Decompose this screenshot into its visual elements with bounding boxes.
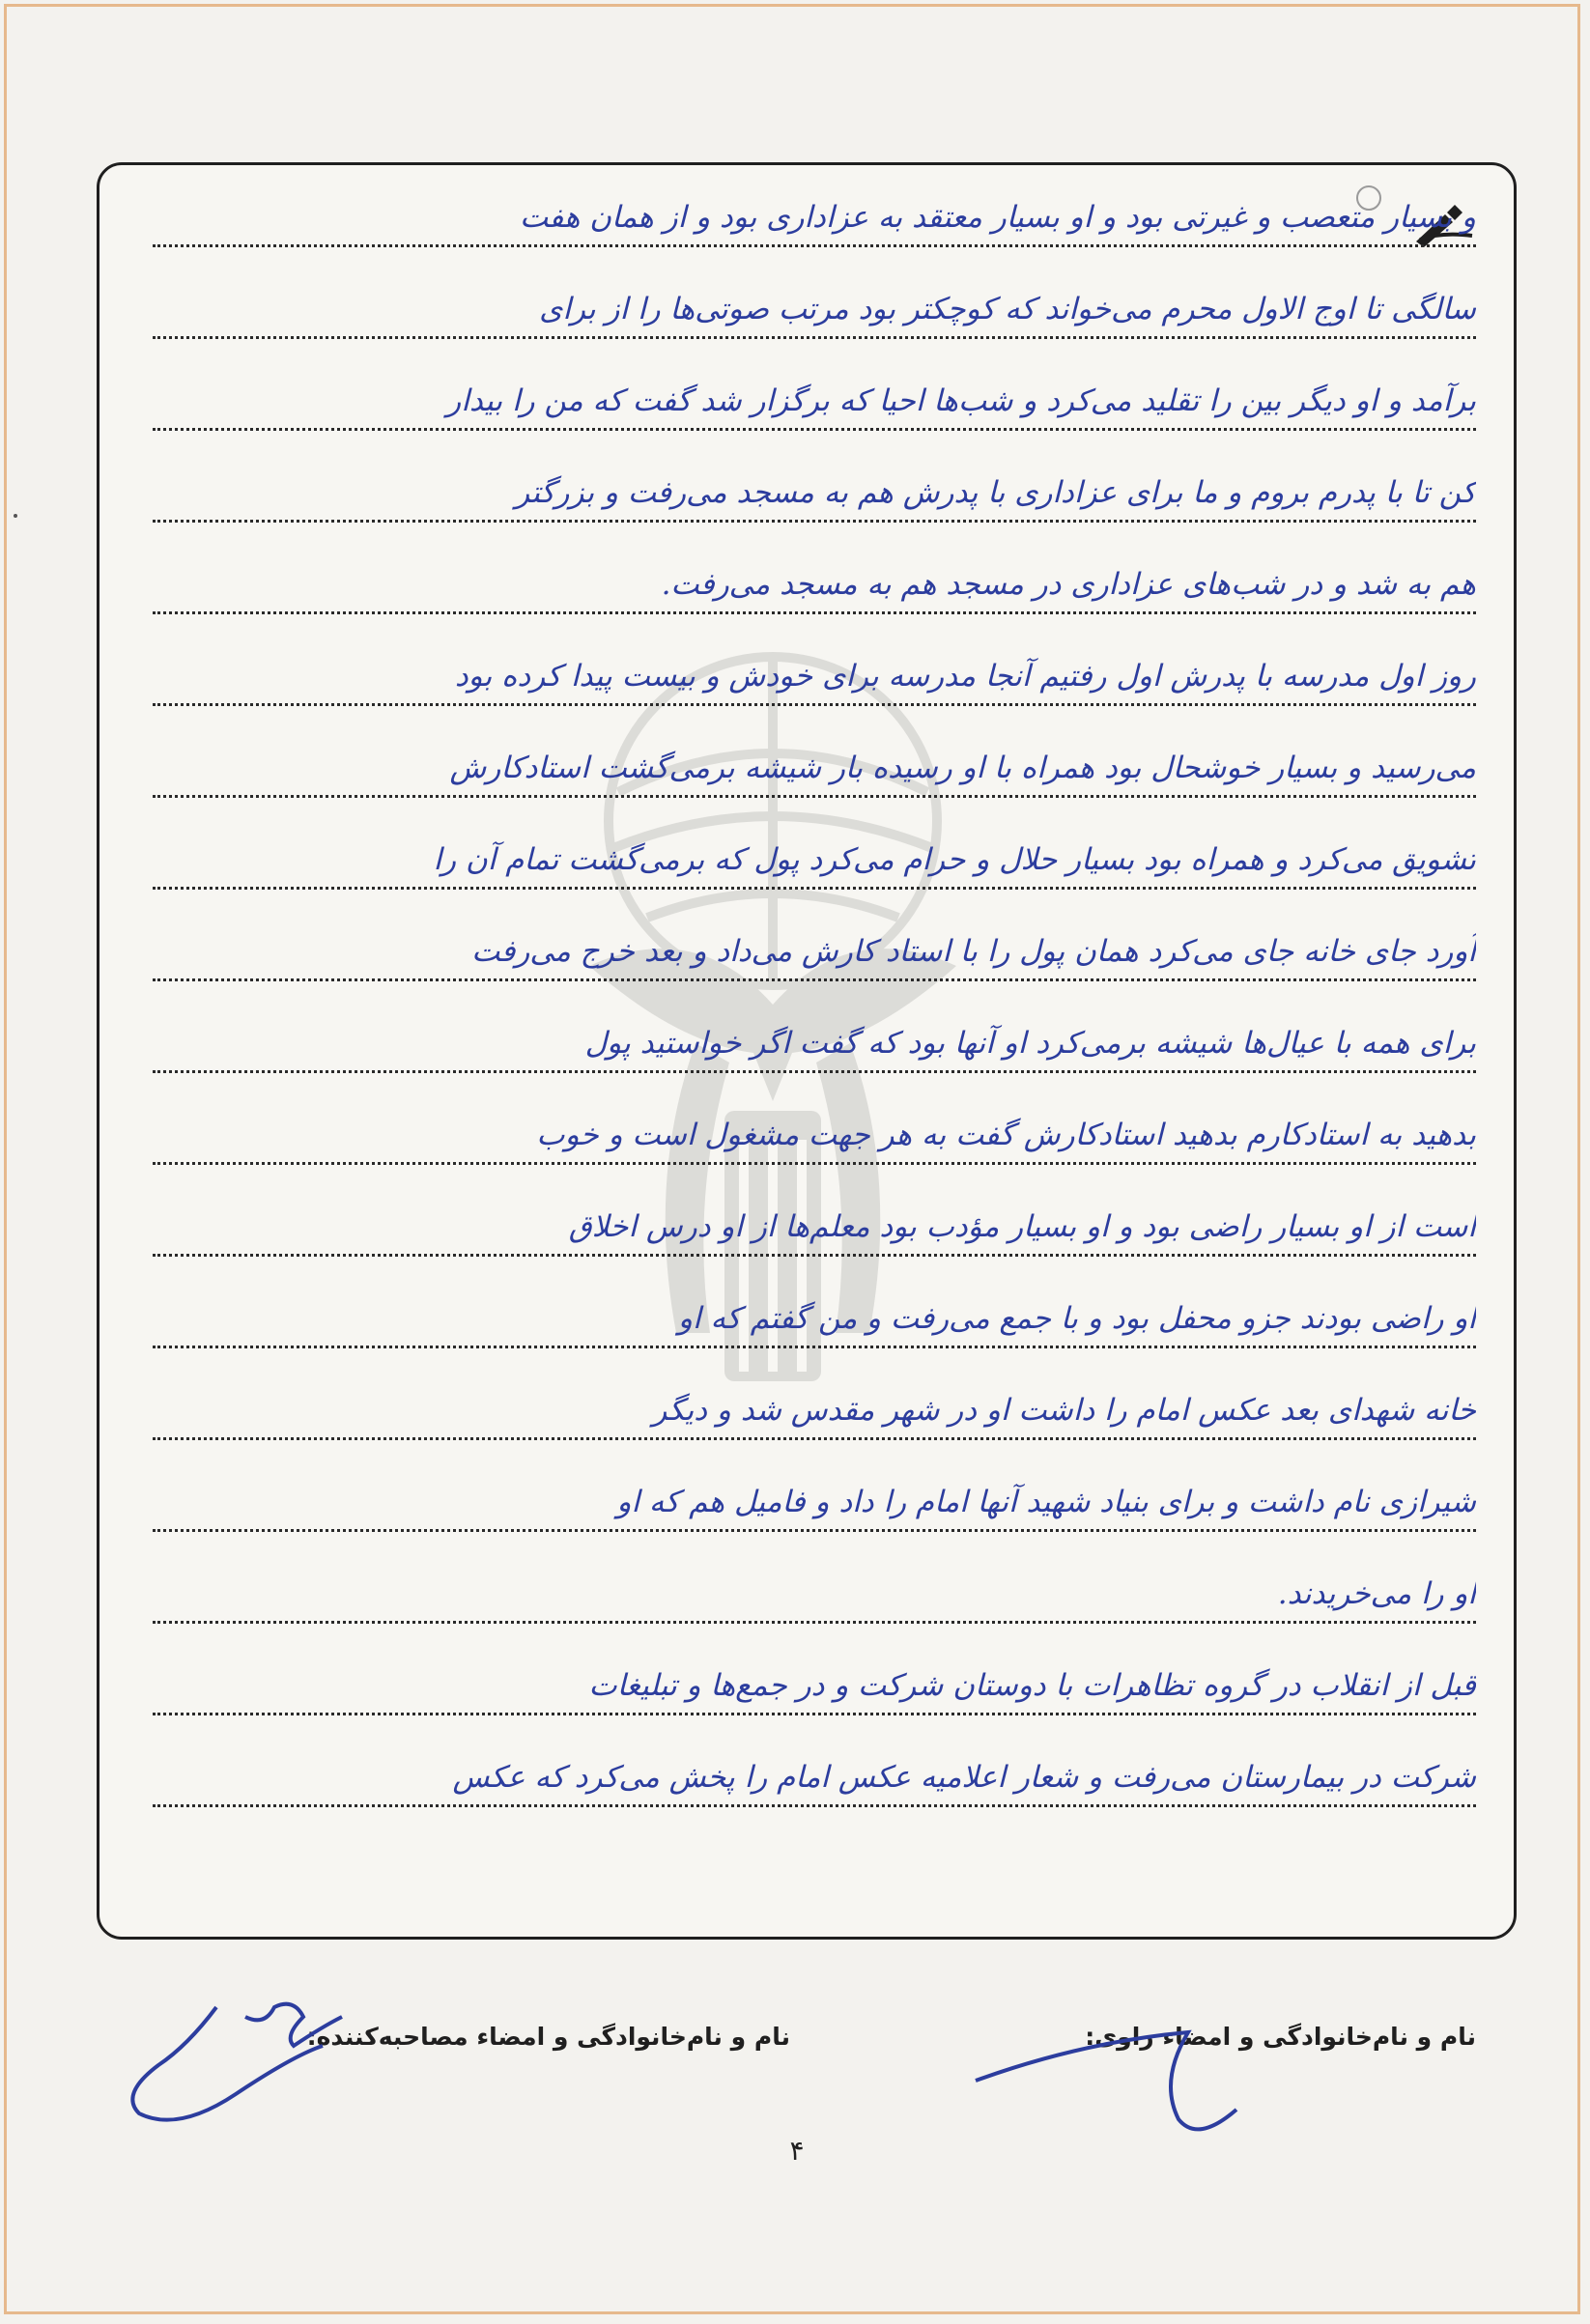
handwritten-line-text: برآمد و او دیگر بین را تقلید می‌کرد و شب‌ها احیا که برگزار شد گفت که من را بیدار — [446, 383, 1476, 418]
handwritten-line-text: هم به شد و در شب‌های عزاداری در مسجد هم به مسجد می‌رفت. — [661, 567, 1476, 602]
handwritten-line — [153, 1290, 1476, 1348]
handwritten-line-text: شیرازی نام داشت و برای بنیاد شهید آنها امام را داد و فامیل هم که او — [616, 1485, 1476, 1519]
handwritten-line-text: سالگی تا اوج الاول محرم می‌خواند که کوچکتر بود مرتب صوتی‌ها را از برای — [539, 292, 1476, 326]
handwritten-line — [153, 740, 1476, 798]
handwritten-line — [153, 1382, 1476, 1440]
handwritten-line-text: قبل از انقلاب در گروه تظاهرات با دوستان شرکت و در جمع‌ها و تبلیغات — [588, 1668, 1476, 1703]
handwritten-line — [153, 648, 1476, 706]
handwritten-line — [153, 465, 1476, 523]
handwritten-line — [153, 923, 1476, 981]
handwritten-line-text: تشویق می‌کرد و همراه بود بسیار حلال و حرام می‌کرد پول که برمی‌گشت تمام آن را — [433, 842, 1476, 877]
handwritten-line-text: کن تا با پدرم بروم و ما برای عزاداری با پدرش هم به مسجد می‌رفت و بزرگتر — [515, 475, 1476, 510]
handwritten-line-text: و بسیار متعصب و غیرتی بود و او بسیار معتقد به عزاداری بود و از همان هفت — [519, 200, 1476, 235]
handwritten-line-text: روز اول مدرسه با پدرش اول رفتیم آنجا مدرسه برای خودش و بیست پیدا کرده بود — [454, 659, 1476, 694]
interviewer-signature — [966, 2003, 1256, 2148]
narrator-signature-label: نام و نام‌خانوادگی و امضاء راوی: — [1085, 2023, 1476, 2051]
handwritten-line — [153, 1474, 1476, 1532]
handwritten-line — [153, 1199, 1476, 1257]
handwritten-line-text: او را می‌خریدند. — [1277, 1576, 1476, 1611]
page-number: ۴ — [789, 2135, 805, 2167]
handwritten-line — [153, 556, 1476, 614]
handwritten-line-text: آورد جای خانه جای می‌کرد همان پول را با استاد کارش می‌داد و بعد خرج می‌رفت — [471, 934, 1476, 969]
interviewer-signature-label: نام و نام‌خانوادگی و امضاء مصاحبه‌کننده: — [306, 2023, 790, 2051]
handwritten-line — [153, 1107, 1476, 1165]
handwritten-line — [153, 373, 1476, 431]
handwritten-line — [153, 1566, 1476, 1624]
handwritten-line-text: خانه شهدای بعد عکس امام را داشت او در شهر مقدس شد و دیگر — [652, 1393, 1476, 1428]
handwritten-line — [153, 189, 1476, 247]
handwritten-line-text: است از او بسیار راضی بود و او بسیار مؤدب بود معلم‌ها از او درس اخلاق — [568, 1209, 1476, 1244]
narrator-signature — [100, 1988, 352, 2133]
handwritten-line-text: شرکت در بیمارستان می‌رفت و شعار اعلامیه عکس امام را پخش می‌کرد که عکس — [452, 1760, 1476, 1795]
scan-speck — [14, 514, 17, 518]
handwritten-line-text: می‌رسید و بسیار خوشحال بود همراه با او رسیده بار شیشه برمی‌گشت استادکارش — [449, 751, 1476, 785]
handwritten-line — [153, 832, 1476, 890]
handwritten-line — [153, 1749, 1476, 1807]
handwritten-line — [153, 1658, 1476, 1715]
handwritten-line-text: برای همه با عیال‌ها شیشه برمی‌کرد او آنها بود که گفت اگر خواستید پول — [584, 1026, 1476, 1061]
handwritten-line-text: او راضی بودند جزو محفل بود و با جمع می‌رفت و من گفتم که او — [678, 1301, 1476, 1336]
handwritten-line — [153, 281, 1476, 339]
handwritten-line — [153, 1015, 1476, 1073]
handwritten-line-text: بدهید به استادکارم بدهید استادکارش گفت به هر جهت مشغول است و خوب — [536, 1118, 1476, 1152]
